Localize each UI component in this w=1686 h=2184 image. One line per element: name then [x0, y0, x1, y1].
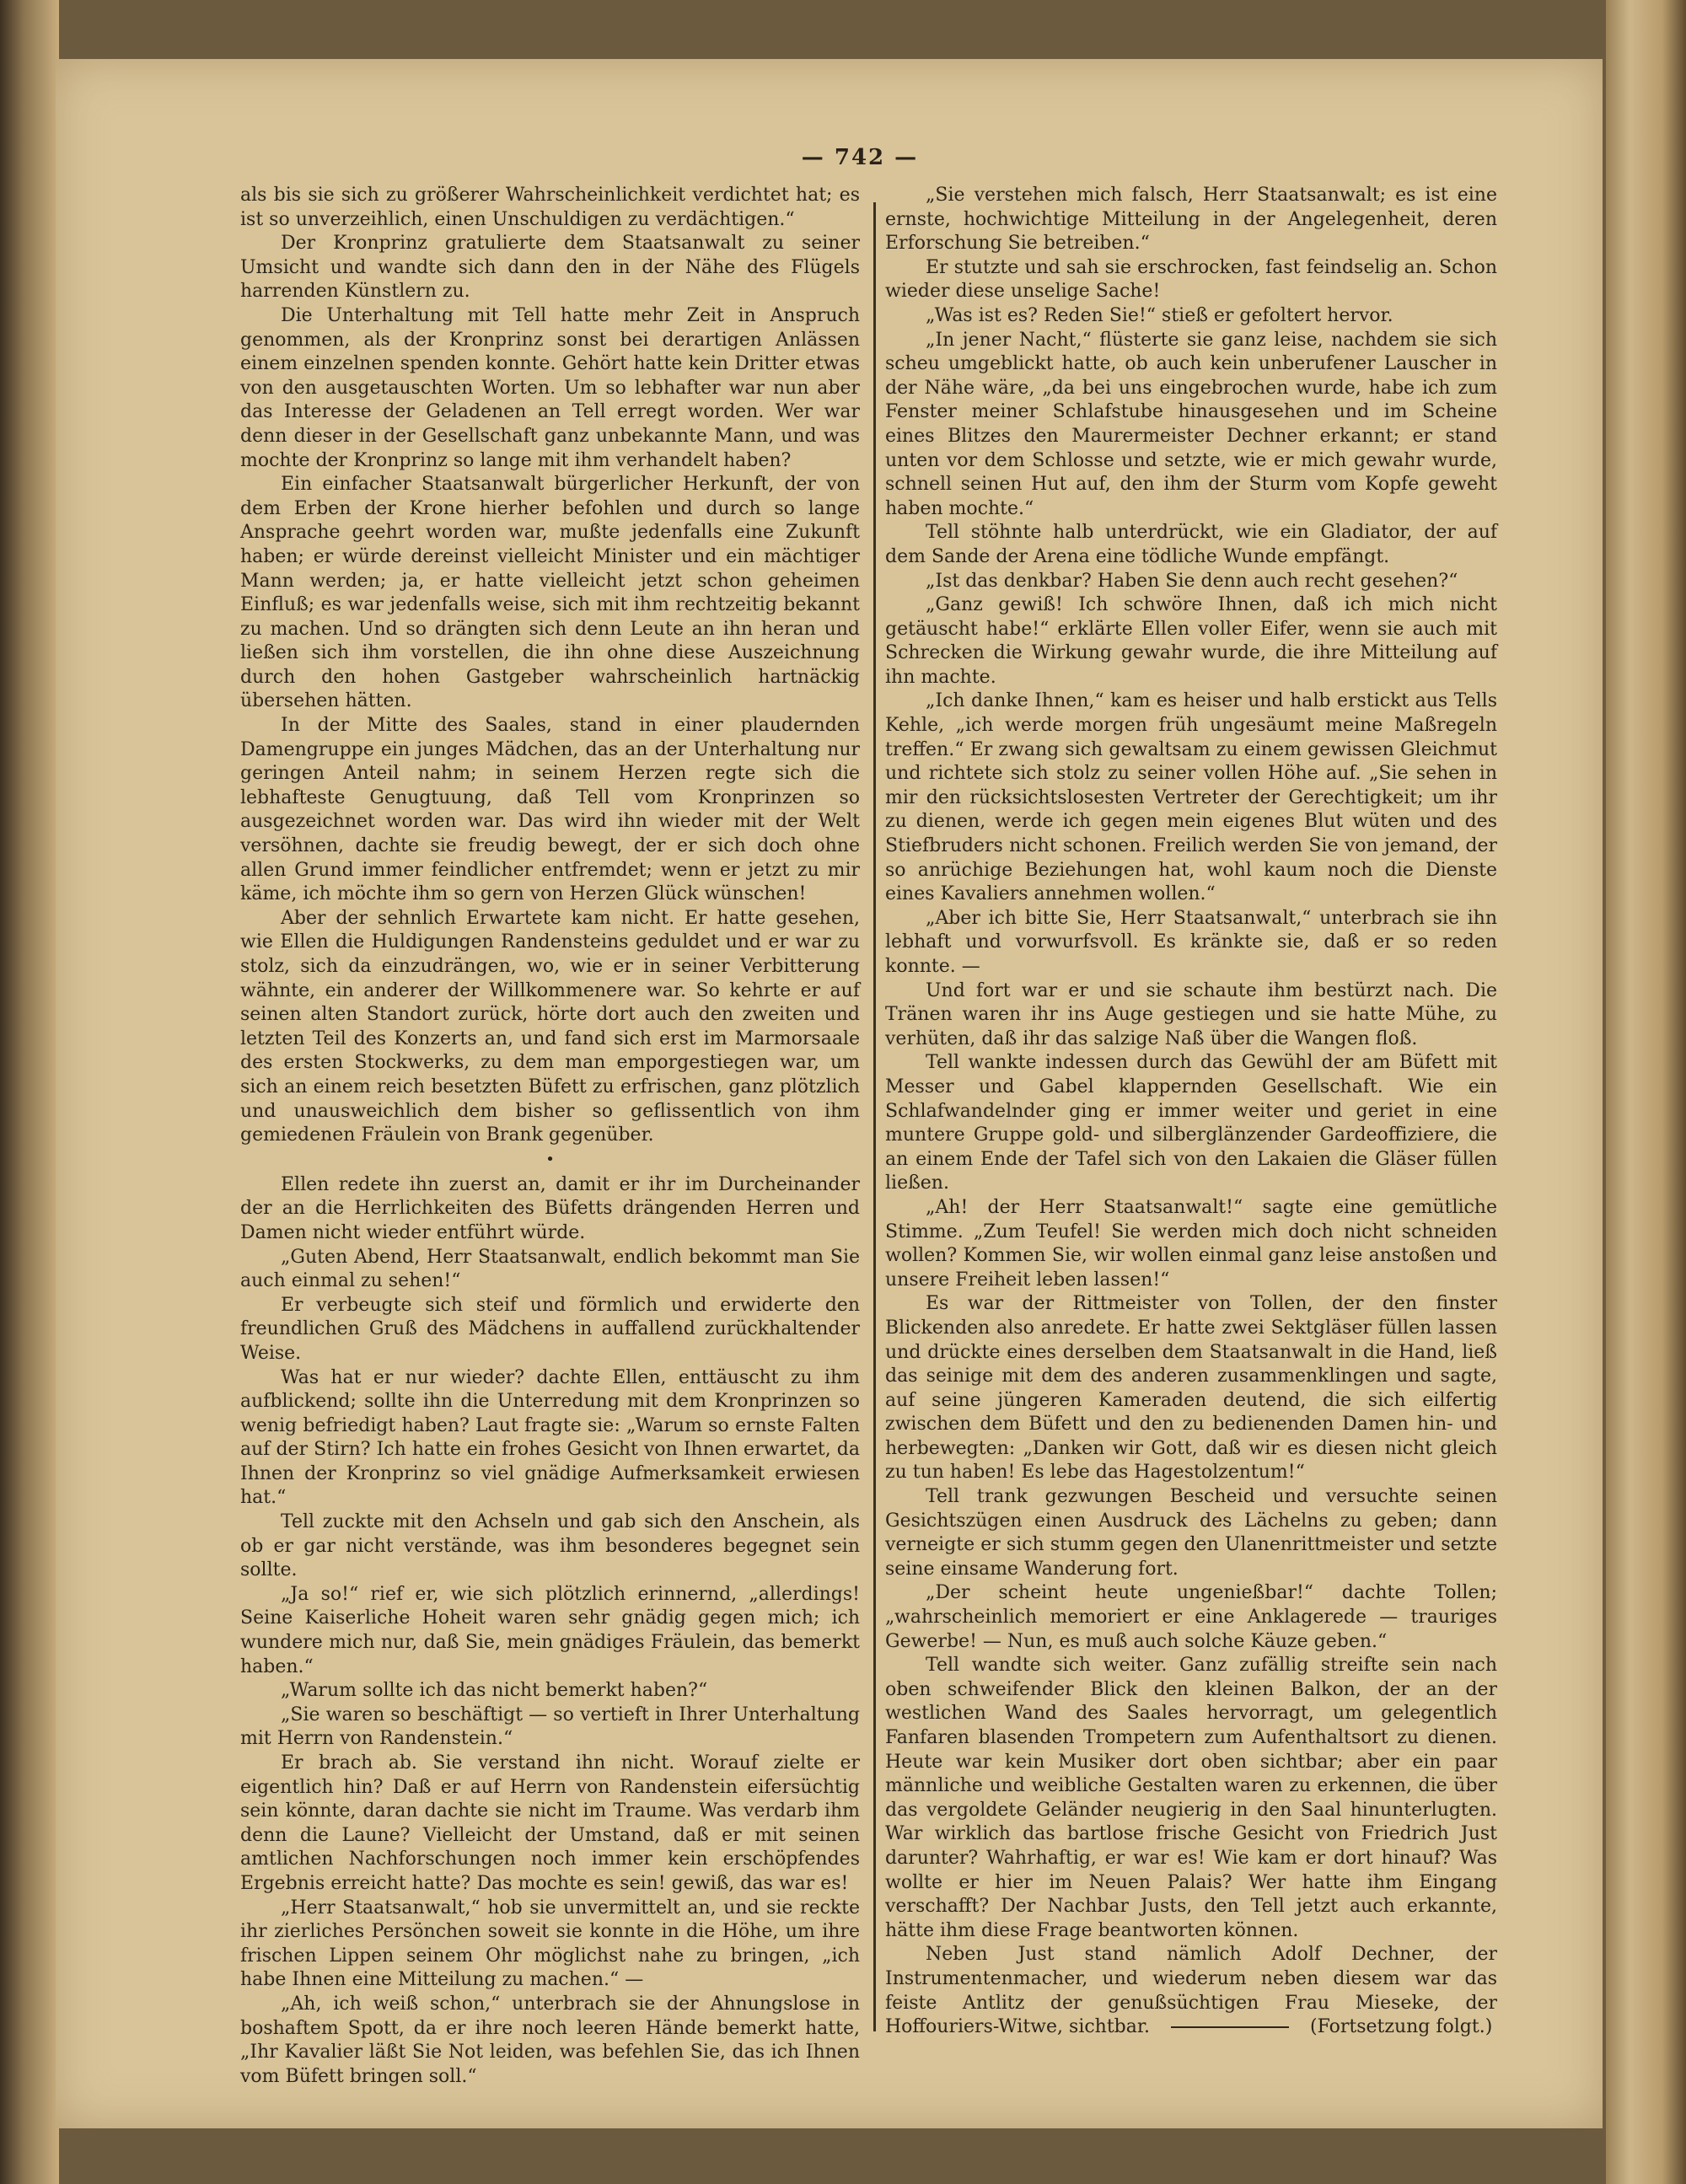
continuation-note: (Fortsetzung folgt.) — [1309, 2016, 1493, 2038]
paragraph: „Ich danke Ihnen,“ kam es heiser und halb erstickt aus Tells Kehle, „ich werde morgen früh ungesäumt meine Maßregeln treffen.“ Er zwang sich gewaltsam zu einem gewissen Gleichmut und richtete sich stolz zu seiner vollen Höhe auf. „Sie sehen in mir den rücksichtslosesten Vertreter der Gerechtigkeit; um ihr zu dienen, werde ich gegen mein eigenes Blut wüten und des Stiefbruders nicht schonen. Freilich werden Sie von jemand, der so anrüchige Beziehungen hat, wohl kaum noch die Dienste eines Kavaliers annehmen wollen.“ — [885, 690, 1497, 905]
paragraph: „Sie waren so beschäftigt — so vertieft in Ihrer Unterhaltung mit Herrn von Randenstein.“ — [240, 1704, 860, 1750]
paragraph: „Herr Staatsanwalt,“ hob sie unvermittelt an, und sie reckte ihr zierliches Persönchen soweit sie konnte in die Höhe, um ihre frischen Lippen seinem Ohr möglichst nahe zu bringen, „ich habe Ihnen eine Mitteilung zu machen.“ — — [240, 1897, 860, 1991]
paragraph: Es war der Rittmeister von Tollen, der den finster Blickenden also anredete. Er hatte zwei Sektgläser füllen lassen und drückte eines derselben dem Staatsanwalt in die Hand, ließ das seinige mit dem des anderen zusammenklingen und sagte, auf seine jüngeren Kameraden deutend, die sich eilfertig zwischen dem Büfett und den zu bedienenden Damen hin- und herbewegten: „Danken wir Gott, daß wir es diesen nicht gleich zu tun haben! Es lebe das Hagestolzentum!“ — [885, 1293, 1497, 1484]
last-paragraph-text: Neben Just stand nämlich Adolf Dechner, der Instrumentenmacher, und wiederum neben diesem war das feiste Antlitz der genußsüchtigen Frau Mieseke, der Hoffouriers-Witwe, sichtbar. — [885, 1944, 1497, 2038]
paragraph: Aber der sehnlich Erwartete kam nicht. Er hatte gesehen, wie Ellen die Huldigungen Randensteins geduldet und er war zu stolz, sich da einzudrängen, wo, wie er in seiner Verbitterung wähnte, ein anderer der Willkommenere war. So kehrte er auf seinen alten Standort zurück, hörte dort auch den zweiten und letzten Teil des Konzerts an, und fand sich erst im Marmorsaale des ersten Stockwerks, zu dem man emporgestiegen war, um sich an einem reich besetzten Büfett zu erfrischen, ganz plötzlich und unausweichlich dem bisher so geflissentlich von ihm gemiedenen Fräulein von Brank gegenüber. — [240, 907, 860, 1146]
paragraph: Er stutzte und sah sie erschrocken, fast feindselig an. Schon wieder diese unselige Sache! — [885, 256, 1497, 303]
book-next-page-edge — [1606, 0, 1686, 2184]
paragraph: „Ja so!“ rief er, wie sich plötzlich erinnernd, „allerdings! Seine Kaiserliche Hoheit waren sehr gnädig gegen mich; ich wundere mich nur, daß Sie, mein gnädiges Fräulein, das bemerkt haben.“ — [240, 1583, 860, 1677]
paragraph: Die Unterhaltung mit Tell hatte mehr Zeit in Anspruch genommen, als der Kronprinz sonst bei derartigen Anlässen einem einzelnen spenden konnte. Gehört hatte kein Dritter etwas von den ausgetauschten Worten. Um so lebhafter war nun aber das Interesse der Geladenen an Tell erregt worden. Wer war denn dieser in der Gesellschaft ganz unbekannte Mann, und was mochte der Kronprinz so lange mit ihm verhandelt haben? — [240, 304, 860, 471]
paragraph: „Was ist es? Reden Sie!“ stieß er gefoltert hervor. — [926, 304, 1393, 326]
page-number: — 742 — — [801, 145, 919, 170]
paragraph: „Ah, ich weiß schon,“ unterbrach sie der Ahnungslose in boshaftem Spott, da er ihre noch leeren Hände bemerkt hatte, „Ihr Kavalier läßt Sie Not leiden, was befehlen Sie, das ich Ihnen vom Büfett bringen soll.“ — [240, 1993, 860, 2087]
paragraph: Und fort war er und sie schaute ihm bestürzt nach. Die Tränen waren ihr ins Auge gestiegen und sie hatte Mühe, zu verhüten, daß ihr das salzige Naß über die Wangen floß. — [885, 979, 1497, 1049]
paragraph: „Aber ich bitte Sie, Herr Staatsanwalt,“ unterbrach sie ihn lebhaft und vorwurfsvoll. Es kränkte sie, daß er so reden konnte. — — [885, 907, 1497, 977]
paragraph: Der Kronprinz gratulierte dem Staatsanwalt zu seiner Umsicht und wandte sich dann den in der Nähe des Flügels harrenden Künstlern zu. — [240, 233, 860, 303]
paragraph: „In jener Nacht,“ flüsterte sie ganz leise, nachdem sie sich scheu umgeblickt hatte, ob auch kein unberufener Lauscher in der Nähe wäre, „da bei uns eingebrochen wurde, habe ich zum Fenster meiner Schlafstube hinausgesehen und im Scheine eines Blitzes den Maurermeister Dechner erkannt; er stand unten vor dem Schlosse und setzte, wie er mich gewahr wurde, schnell seinen Hut auf, den ihm der Sturm vom Kopfe geweht haben mochte.“ — [885, 329, 1497, 519]
paragraph: „Ist das denkbar? Haben Sie denn auch recht gesehen?“ — [926, 570, 1458, 592]
paragraph: Tell zuckte mit den Achseln und gab sich den Anschein, als ob er gar nicht verstände, was ihm besonderes begegnet sein sollte. — [240, 1511, 860, 1581]
paragraph: Er verbeugte sich steif und förmlich und erwiderte den freundlichen Gruß des Mädchens in auffallend zurückhaltender Weise. — [240, 1294, 860, 1364]
paragraph: als bis sie sich zu größerer Wahrscheinlichkeit verdichtet hat; es ist so unverzeihlich, einen Unschuldigen zu verdächtigen.“ — [240, 185, 860, 230]
paragraph: „Der scheint heute ungenießbar!“ dachte Tollen; „wahrscheinlich memoriert er eine Anklagerede — trauriges Gewerbe! — Nun, es muß auch solche Käuze geben.“ — [885, 1582, 1497, 1652]
paragraph: Tell stöhnte halb unterdrückt, wie ein Gladiator, der auf dem Sande der Arena eine tödliche Wunde empfängt. — [885, 522, 1497, 567]
right-column — [885, 184, 1497, 2040]
paragraph: „Guten Abend, Herr Staatsanwalt, endlich bekommt man Sie auch einmal zu sehen!“ — [240, 1246, 860, 1292]
paragraph: Ellen redete ihn zuerst an, damit er ihr im Durcheinander der an die Herrlichkeiten des Büfetts drängenden Herren und Damen nicht wieder entführt würde. — [240, 1173, 860, 1243]
left-column — [240, 184, 860, 2089]
paragraph: „Sie verstehen mich falsch, Herr Staatsanwalt; es ist eine ernste, hochwichtige Mitteilung in der Angelegenheit, deren Erforschung Sie betreiben.“ — [885, 185, 1497, 255]
paragraph: Ein einfacher Staatsanwalt bürgerlicher Herkunft, der von dem Erben der Krone hierher befohlen und durch so lange Ansprache geehrt worden war, mußte jedenfalls eine Zukunft haben; er würde dereinst vielleicht Minister und ein mächtiger Mann werden; ja, er hatte vielleicht jetzt schon geheimen Einfluß; es war jedenfalls weise, sich mit ihm rechtzeitig bekannt zu machen. Und so drängten sich denn Leute an ihn heran und ließen sich ihm vorstellen, die ihn ohne diese Auszeichnung durch den hohen Gastgeber wahrscheinlich hartnäckig übersehen hätten. — [240, 474, 860, 712]
paragraph: Er brach ab. Sie verstand ihn nicht. Worauf zielte er eigentlich hin? Daß er auf Herrn von Randenstein eifersüchtig sein könnte, daran dachte sie nicht im Traume. Was verdarb ihm denn die Laune? Vielleicht der Umstand, daß er mit seinen amtlichen Nachforschungen noch immer kein erschöpfendes Ergebnis erreicht hatte? Das mochte es sein! gewiß, das war es! — [240, 1752, 860, 1894]
book-spine-left — [0, 0, 59, 2184]
column-divider — [873, 202, 876, 2031]
paragraph: Tell wandte sich weiter. Ganz zufällig streifte sein nach oben schweifender Blick den kleinen Balkon, der an der westlichen Wand des Saales hervorragt, um gelegentlich Fanfaren blasenden Trompetern zum Aufenthaltsort zu dienen. Heute war kein Musiker dort oben sichtbar; aber ein paar männliche und weibliche Gestalten waren zu erkennen, die über das vergoldete Geländer neugierig in den Saal hinunterlugten. War wirklich das bartlose frische Gesicht von Friedrich Just darunter? Wahrhaftig, er war es! Wie kam er dort hinauf? Was wollte er hier im Neuen Palais? Wer hatte ihm Eingang verschafft? Der Nachbar Justs, den Tell jetzt auch erkannte, hätte ihm diese Frage beantworten können. — [885, 1655, 1497, 1941]
paragraph: Tell wankte indessen durch das Gewühl der am Büfett mit Messer und Gabel klappernden Gesellschaft. Wie ein Schlafwandelnder ging er immer weiter und geriet in eine muntere Gruppe gold- und silberglänzender Gardeoffiziere, die an einem Ende der Tafel sich von den Lakaien die Gläser füllen ließen. — [885, 1052, 1497, 1194]
paragraph: „Warum sollte ich das nicht bemerkt haben?“ — [281, 1680, 708, 1702]
paragraph: Was hat er nur wieder? dachte Ellen, enttäuscht zu ihm aufblickend; sollte ihn die Unterredung mit dem Kronprinzen so wenig befriedigt haben? Laut fragte sie: „Warum so ernste Falten auf der Stirn? Ich hatte ein frohes Gesicht von Ihnen erwartet, da Ihnen der Kronprinz so viel gnädige Aufmerksamkeit erwiesen hat.“ — [240, 1366, 860, 1509]
section-mark: • — [545, 1150, 555, 1168]
paragraph: „Ganz gewiß! Ich schwöre Ihnen, daß ich mich nicht getäuscht habe!“ erklärte Ellen voller Eifer, wenn sie auch mit Schrecken die Wirkung gewahr wurde, die ihre Mitteilung auf ihn machte. — [885, 594, 1497, 688]
closing-rule — [1171, 2026, 1289, 2028]
paragraph-last — [885, 1943, 1497, 2039]
paragraph: Tell trank gezwungen Bescheid und versuchte seinen Gesichtszügen einen Ausdruck des Lächelns zu geben; dann verneigte er sich stumm gegen den Ulanenrittmeister und setzte seine einsame Wanderung fort. — [885, 1486, 1497, 1580]
paragraph: In der Mitte des Saales, stand in einer plaudernden Damengruppe ein junges Mädchen, das an der Unterhaltung nur geringen Anteil nahm; in seinem Herzen regte sich die lebhafteste Genugtuung, daß Tell vom Kronprinzen so ausgezeichnet worden war. Das wird ihn wieder mit der Welt versöhnen, dachte sie freudig bewegt, der er sich doch ohne allen Grund immer feindlicher entfremdet; wenn er jetzt zu mir käme, ich möchte ihm so gern von Herzen Glück wünschen! — [240, 715, 860, 905]
paragraph: „Ah! der Herr Staatsanwalt!“ sagte eine gemütliche Stimme. „Zum Teufel! Sie werden mich doch nicht schneiden wollen? Kommen Sie, wir wollen einmal ganz leise anstoßen und unsere Freiheit leben lassen!“ — [885, 1196, 1497, 1291]
